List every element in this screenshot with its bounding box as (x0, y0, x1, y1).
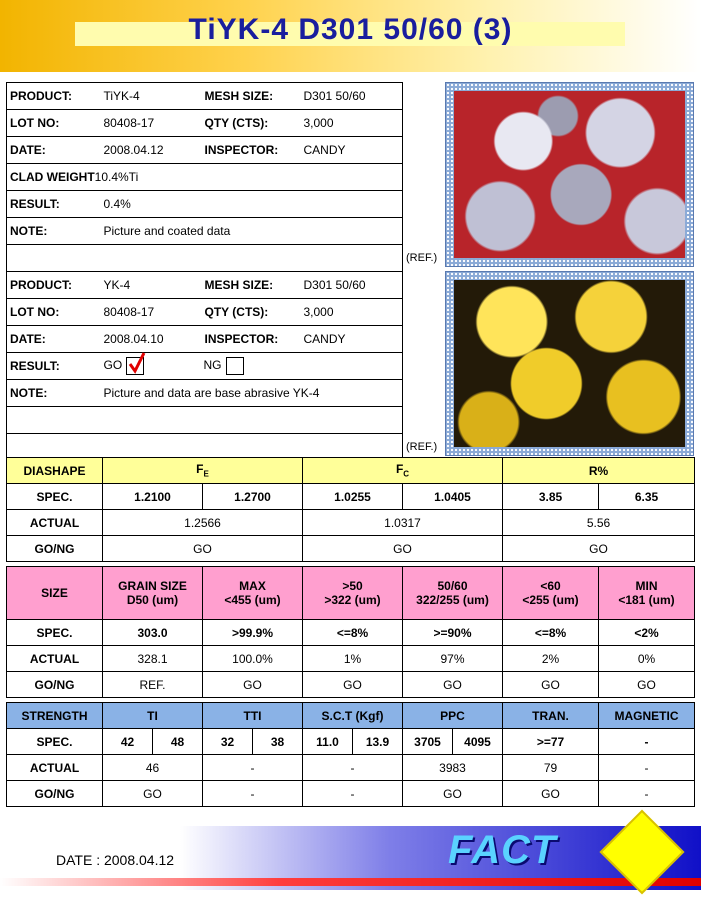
max-header: MAX <455 (um) (203, 567, 303, 620)
product-value: TiYK-4 (102, 83, 202, 110)
product-label: PRODUCT: (7, 83, 102, 110)
product-label: PRODUCT: (7, 272, 102, 299)
mesh-label: MESH SIZE: (202, 272, 302, 299)
gong-label: GO/NG (7, 781, 103, 807)
page-title: TiYK-4 D301 50/60 (3) (188, 13, 513, 46)
footer-date: DATE : 2008.04.12 (56, 852, 175, 868)
table-cell: 13.9 (353, 729, 403, 755)
strength-table (6, 702, 695, 807)
table-cell: 3.85 (503, 484, 599, 510)
qty-label: QTY (CTS): (202, 110, 302, 137)
table-row (7, 299, 403, 326)
table-row (7, 353, 403, 380)
clad-label: CLAD WEIGHT (10, 170, 95, 184)
table-cell: <=8% (303, 620, 403, 646)
tti-header: TTI (203, 703, 303, 729)
lot-value: 80408-17 (102, 110, 202, 137)
table-row (7, 407, 403, 434)
result-label: RESULT: (7, 191, 102, 218)
over50-header: >50 >322 (um) (303, 567, 403, 620)
table-row (7, 218, 403, 245)
table-cell: 4095 (453, 729, 503, 755)
table-cell: 97% (403, 646, 503, 672)
table-cell: - (203, 781, 303, 807)
table-cell: 79 (503, 755, 599, 781)
table-cell: GO (403, 781, 503, 807)
magnetic-header: MAGNETIC (599, 703, 695, 729)
go-option (102, 353, 202, 380)
table-cell: 42 (103, 729, 153, 755)
go-label: GO (103, 358, 123, 373)
table-cell: GO (503, 781, 599, 807)
table-row (7, 729, 695, 755)
table-row (7, 620, 695, 646)
table-row (7, 781, 695, 807)
sct-header: S.C.T (Kgf) (303, 703, 403, 729)
table-row (7, 755, 695, 781)
table-cell: <=8% (503, 620, 599, 646)
table-cell: GO (203, 672, 303, 698)
note-label: NOTE: (7, 380, 102, 407)
table-cell: REF. (103, 672, 203, 698)
table-row (7, 110, 403, 137)
table-row (7, 510, 695, 536)
table-cell: 1.2100 (103, 484, 203, 510)
product-value: YK-4 (102, 272, 202, 299)
tran-header: TRAN. (503, 703, 599, 729)
table-cell: 2% (503, 646, 599, 672)
clad-weight-row (7, 164, 403, 191)
table-cell: GO (503, 536, 695, 562)
table-cell: GO (403, 672, 503, 698)
table-cell: 38 (253, 729, 303, 755)
date-label: DATE: (7, 326, 102, 353)
table-row (7, 326, 403, 353)
table-row (7, 245, 403, 272)
inspector-label: INSPECTOR: (202, 137, 302, 164)
table-row (7, 567, 695, 620)
ti-header: TI (103, 703, 203, 729)
table-cell: 11.0 (303, 729, 353, 755)
min-header: MIN <181 (um) (599, 567, 695, 620)
table-row (7, 484, 695, 510)
fe-header: $F_E$ (103, 458, 303, 484)
diashape-table (6, 457, 695, 562)
table-cell: 1.2700 (203, 484, 303, 510)
table-cell: 6.35 (599, 484, 695, 510)
table-cell: - (303, 755, 403, 781)
actual-label: ACTUAL (7, 646, 103, 672)
r-header: R% (503, 458, 695, 484)
under60-header: <60 <255 (um) (503, 567, 599, 620)
spec-label: SPEC. (7, 620, 103, 646)
base-ref-label: (REF.) (406, 441, 438, 453)
ng-label: NG (203, 358, 222, 373)
table-row (7, 137, 403, 164)
note-value: Picture and coated data (102, 218, 403, 245)
table-cell: - (599, 755, 695, 781)
table-cell: 328.1 (103, 646, 203, 672)
table-cell: GO (103, 536, 303, 562)
table-cell: 3983 (403, 755, 503, 781)
table-cell: GO (503, 672, 599, 698)
ng-option (202, 353, 403, 380)
table-cell: GO (103, 781, 203, 807)
table-row (7, 672, 695, 698)
clad-value: 10.4%Ti (94, 170, 139, 184)
table-cell: 1% (303, 646, 403, 672)
table-cell: 46 (103, 755, 203, 781)
footer-red-stripe (0, 878, 701, 886)
spec-label: SPEC. (7, 729, 103, 755)
ppc-header: PPC (403, 703, 503, 729)
qty-label: QTY (CTS): (202, 299, 302, 326)
table-cell: GO (303, 672, 403, 698)
table-row (7, 646, 695, 672)
table-cell: 3705 (403, 729, 453, 755)
inspector-value: CANDY (302, 137, 403, 164)
lot-label: LOT NO: (7, 110, 102, 137)
coated-ref-label: (REF.) (406, 252, 438, 264)
result-label: RESULT: (7, 353, 102, 380)
table-cell: 1.0405 (403, 484, 503, 510)
table-row (7, 83, 403, 110)
base-diamond-photo (445, 271, 694, 456)
fc-header: $F_C$ (303, 458, 503, 484)
inspector-label: INSPECTOR: (202, 326, 302, 353)
checkmark-icon (128, 352, 146, 374)
table-cell: - (599, 729, 695, 755)
table-row (7, 458, 695, 484)
table-row (7, 380, 403, 407)
size-header: SIZE (7, 567, 103, 620)
gong-label: GO/NG (7, 672, 103, 698)
table-cell: 0% (599, 646, 695, 672)
ng-checkbox[interactable] (226, 357, 244, 375)
inspector-value: CANDY (302, 326, 403, 353)
mesh-value: D301 50/60 (302, 272, 403, 299)
mesh-value: D301 50/60 (302, 83, 403, 110)
table-cell: - (203, 755, 303, 781)
result-value: 0.4% (102, 191, 403, 218)
qty-value: 3,000 (302, 110, 403, 137)
table-cell: 303.0 (103, 620, 203, 646)
note-label: NOTE: (7, 218, 102, 245)
table-row (7, 272, 403, 299)
actual-label: ACTUAL (7, 755, 103, 781)
table-cell: 100.0% (203, 646, 303, 672)
base-info-table (6, 271, 403, 461)
fact-logo: FACT (448, 828, 557, 872)
strength-header: STRENGTH (7, 703, 103, 729)
mesh-label: MESH SIZE: (202, 83, 302, 110)
table-row (7, 536, 695, 562)
table-cell: >=77 (503, 729, 599, 755)
table-cell: 5.56 (503, 510, 695, 536)
table-row (7, 703, 695, 729)
table-cell: <2% (599, 620, 695, 646)
coated-diamond-photo (445, 82, 694, 267)
date-value: 2008.04.12 (102, 137, 202, 164)
table-row (7, 164, 403, 191)
table-cell: 1.0317 (303, 510, 503, 536)
note-value: Picture and data are base abrasive YK-4 (102, 380, 403, 407)
date-label: DATE: (7, 137, 102, 164)
table-cell: 48 (153, 729, 203, 755)
table-cell: GO (303, 536, 503, 562)
mesh5060-header: 50/60 322/255 (um) (403, 567, 503, 620)
table-cell: 32 (203, 729, 253, 755)
table-cell: 1.0255 (303, 484, 403, 510)
table-cell: - (303, 781, 403, 807)
spec-label: SPEC. (7, 484, 103, 510)
gong-label: GO/NG (7, 536, 103, 562)
table-cell: 1.2566 (103, 510, 303, 536)
lot-value: 80408-17 (102, 299, 202, 326)
date-value: 2008.04.10 (102, 326, 202, 353)
table-row (7, 191, 403, 218)
size-table (6, 566, 695, 698)
diashape-header: DIASHAPE (7, 458, 103, 484)
actual-label: ACTUAL (7, 510, 103, 536)
qty-value: 3,000 (302, 299, 403, 326)
table-cell: >99.9% (203, 620, 303, 646)
table-cell: GO (599, 672, 695, 698)
table-cell: >=90% (403, 620, 503, 646)
go-checkbox[interactable] (126, 357, 144, 375)
table-cell: - (599, 781, 695, 807)
coated-info-table (6, 82, 403, 272)
lot-label: LOT NO: (7, 299, 102, 326)
grain-size-header: GRAIN SIZE D50 (um) (103, 567, 203, 620)
